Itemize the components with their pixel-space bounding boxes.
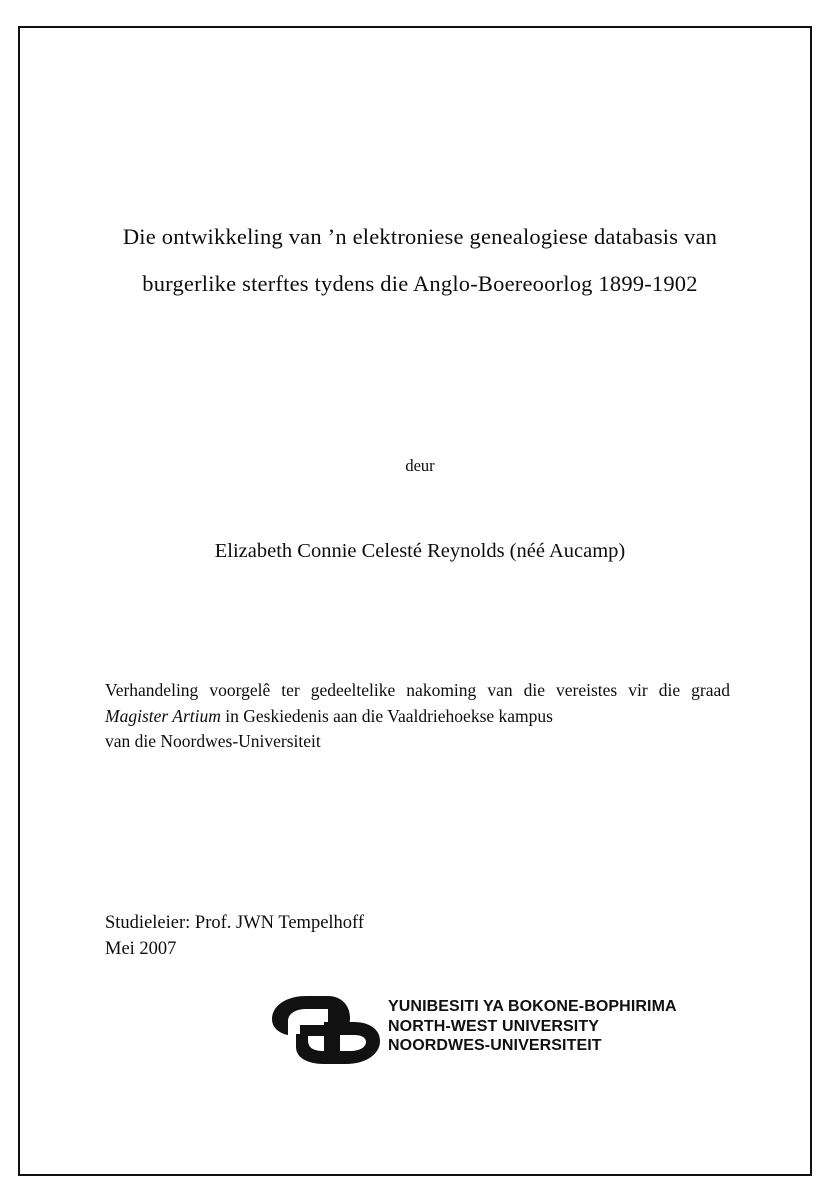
degree-statement	[105, 678, 730, 755]
north-west-university-logo-icon	[270, 994, 382, 1066]
degree-statement-paragraph	[105, 678, 730, 729]
institution-line: van die Noordwes-Universiteit	[105, 731, 321, 751]
date-line: Mei 2007	[105, 939, 177, 959]
degree-name: Magister Artium	[105, 705, 221, 726]
supervisor-block	[105, 910, 735, 962]
page-title	[105, 213, 735, 307]
title-line-2: burgerlike sterftes tydens die Anglo-Boereoorlog 1899-1902	[142, 271, 698, 296]
page-content	[105, 28, 735, 1174]
logo-text-line-1: YUNIBESITI YA BOKONE-BOPHIRIMA	[388, 998, 677, 1015]
author-name: Elizabeth Connie Celesté Reynolds (néé Aucamp)	[214, 540, 626, 562]
logo-text-line-2: NORTH-WEST UNIVERSITY	[388, 1017, 599, 1035]
page-border	[18, 26, 812, 1176]
title-line-1: Die ontwikkeling van ’n elektroniese genealogiese databasis van	[122, 224, 718, 249]
university-logo-text	[388, 997, 677, 1056]
logo-text-line-3: NOORDWES-UNIVERSITEIT	[388, 1037, 602, 1054]
by-word: deur	[405, 456, 435, 475]
university-logo	[270, 990, 690, 1070]
supervisor-line: Studieleier: Prof. JWN Tempelhoff	[105, 913, 365, 933]
statement-text-after: in Geskiedenis aan die Vaaldriehoekse kampus	[220, 705, 553, 726]
statement-text-before: Verhandeling voorgelê ter gedeeltelike nakoming van die vereistes vir die graad	[105, 680, 730, 700]
